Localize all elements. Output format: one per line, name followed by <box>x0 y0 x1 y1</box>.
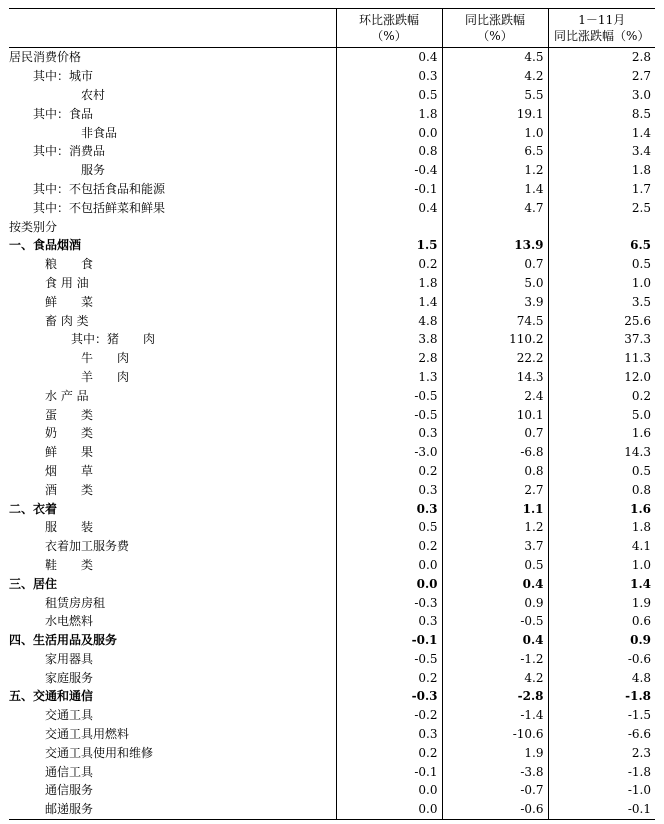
ytd-value: 1.4 <box>548 123 655 142</box>
header-yoy <box>442 9 548 48</box>
ytd-value: 0.9 <box>548 631 655 650</box>
table-row <box>9 537 655 556</box>
table-row <box>9 650 655 669</box>
mom-value: 1.8 <box>336 274 442 293</box>
ytd-value <box>548 217 655 236</box>
mom-value: 3.8 <box>336 330 442 349</box>
mom-value: 0.0 <box>336 123 442 142</box>
mom-value: 0.3 <box>336 480 442 499</box>
table-row <box>9 743 655 762</box>
header-ytd-title: 同比涨跌幅（%） <box>554 29 650 43</box>
yoy-value: 4.2 <box>442 668 548 687</box>
table-row <box>9 330 655 349</box>
table-row <box>9 800 655 819</box>
yoy-value: -1.2 <box>442 650 548 669</box>
row-label-cell <box>9 86 336 105</box>
row-label: 鲜 果 <box>45 445 94 460</box>
table-row <box>9 480 655 499</box>
yoy-value: -10.6 <box>442 725 548 744</box>
row-label-cell <box>9 612 336 631</box>
header-ytd <box>548 9 655 48</box>
yoy-value: 1.0 <box>442 123 548 142</box>
row-label: 牛 肉 <box>81 351 130 366</box>
ytd-value: -1.8 <box>548 687 655 706</box>
ytd-value: 3.4 <box>548 142 655 161</box>
mom-value: -0.2 <box>336 706 442 725</box>
yoy-value: 3.7 <box>442 537 548 556</box>
row-label-cell <box>9 668 336 687</box>
row-label: 交通工具使用和维修 <box>45 745 154 760</box>
table-row <box>9 198 655 217</box>
ytd-value: -1.0 <box>548 781 655 800</box>
yoy-value: 0.7 <box>442 255 548 274</box>
yoy-value: 1.2 <box>442 518 548 537</box>
mom-value <box>336 217 442 236</box>
yoy-value: 74.5 <box>442 311 548 330</box>
ytd-value: 14.3 <box>548 443 655 462</box>
ytd-value: 4.8 <box>548 668 655 687</box>
mom-value: 0.4 <box>336 48 442 67</box>
row-label-cell <box>9 292 336 311</box>
yoy-value: 1.2 <box>442 161 548 180</box>
mom-value: 2.8 <box>336 349 442 368</box>
ytd-value: 2.5 <box>548 198 655 217</box>
mom-value: 1.5 <box>336 236 442 255</box>
mom-value: -3.0 <box>336 443 442 462</box>
row-label: 其中：城市 <box>33 69 94 84</box>
mom-value: 0.4 <box>336 198 442 217</box>
ytd-value: 12.0 <box>548 368 655 387</box>
mom-value: -0.5 <box>336 386 442 405</box>
table-row <box>9 86 655 105</box>
ytd-value: 11.3 <box>548 349 655 368</box>
yoy-value: 19.1 <box>442 104 548 123</box>
row-label-cell <box>9 368 336 387</box>
yoy-value: 3.9 <box>442 292 548 311</box>
ytd-value: 8.5 <box>548 104 655 123</box>
row-label-cell <box>9 593 336 612</box>
ytd-value: 0.6 <box>548 612 655 631</box>
yoy-value: 1.9 <box>442 743 548 762</box>
ytd-value: 2.7 <box>548 67 655 86</box>
row-label: 一、食品烟酒 <box>9 238 82 253</box>
row-label-cell <box>9 650 336 669</box>
yoy-value: -3.8 <box>442 762 548 781</box>
row-label-cell <box>9 180 336 199</box>
table-row <box>9 104 655 123</box>
yoy-value: 2.4 <box>442 386 548 405</box>
row-label: 交通工具用燃料 <box>45 727 130 742</box>
table-row <box>9 518 655 537</box>
yoy-value: -6.8 <box>442 443 548 462</box>
table-row <box>9 574 655 593</box>
row-label-cell <box>9 781 336 800</box>
ytd-value: -6.6 <box>548 725 655 744</box>
mom-value: -0.1 <box>336 180 442 199</box>
table-row <box>9 612 655 631</box>
row-label: 三、居住 <box>9 576 58 591</box>
yoy-value: 4.2 <box>442 67 548 86</box>
table-body <box>9 48 655 820</box>
mom-value: 1.3 <box>336 368 442 387</box>
row-label-cell <box>9 762 336 781</box>
row-label-cell <box>9 480 336 499</box>
row-label: 烟 草 <box>45 463 94 478</box>
mom-value: 0.3 <box>336 67 442 86</box>
row-label-cell <box>9 743 336 762</box>
row-label-cell <box>9 274 336 293</box>
header-mom <box>336 9 442 48</box>
table-row <box>9 762 655 781</box>
row-label: 家庭服务 <box>45 670 94 685</box>
mom-value: -0.1 <box>336 762 442 781</box>
table-row <box>9 161 655 180</box>
row-label: 五、交通和通信 <box>9 689 94 704</box>
row-label: 二、衣着 <box>9 501 58 516</box>
row-label-cell <box>9 687 336 706</box>
yoy-value: 0.8 <box>442 462 548 481</box>
yoy-value: 0.7 <box>442 424 548 443</box>
row-label-cell <box>9 48 336 67</box>
ytd-value: 0.5 <box>548 462 655 481</box>
row-label-cell <box>9 67 336 86</box>
header-ytd-period: 1－11月 <box>578 13 626 27</box>
ytd-value: 1.6 <box>548 424 655 443</box>
mom-value: 0.3 <box>336 612 442 631</box>
row-label-cell <box>9 236 336 255</box>
ytd-value: 0.8 <box>548 480 655 499</box>
table-row <box>9 556 655 575</box>
yoy-value: 13.9 <box>442 236 548 255</box>
row-label-cell <box>9 349 336 368</box>
ytd-value: 1.7 <box>548 180 655 199</box>
row-label-cell <box>9 311 336 330</box>
table-row <box>9 668 655 687</box>
ytd-value: 1.4 <box>548 574 655 593</box>
mom-value: -0.3 <box>336 687 442 706</box>
row-label-cell <box>9 405 336 424</box>
row-label: 其中：猪 肉 <box>71 332 156 347</box>
yoy-value: 2.7 <box>442 480 548 499</box>
header-row <box>9 9 655 48</box>
row-label-cell <box>9 330 336 349</box>
row-label: 按类别分 <box>9 219 58 234</box>
ytd-value: 3.5 <box>548 292 655 311</box>
table-row <box>9 292 655 311</box>
row-label: 通信工具 <box>45 764 94 779</box>
row-label: 农村 <box>81 87 106 102</box>
ytd-value: -0.1 <box>548 800 655 819</box>
row-label-cell <box>9 574 336 593</box>
mom-value: 0.0 <box>336 556 442 575</box>
yoy-value: 110.2 <box>442 330 548 349</box>
mom-value: 0.2 <box>336 668 442 687</box>
ytd-value: 4.1 <box>548 537 655 556</box>
table-row <box>9 706 655 725</box>
mom-value: 0.3 <box>336 424 442 443</box>
row-label-cell <box>9 104 336 123</box>
table-row <box>9 405 655 424</box>
row-label: 租赁房房租 <box>45 595 106 610</box>
row-label: 畜 肉 类 <box>45 313 89 328</box>
ytd-value: 25.6 <box>548 311 655 330</box>
row-label: 食 用 油 <box>45 275 89 290</box>
yoy-value <box>442 217 548 236</box>
row-label: 交通工具 <box>45 708 94 723</box>
row-label: 水电燃料 <box>45 614 94 629</box>
row-label-cell <box>9 386 336 405</box>
ytd-value: -1.8 <box>548 762 655 781</box>
ytd-value: 2.3 <box>548 743 655 762</box>
table-row <box>9 593 655 612</box>
mom-value: 1.8 <box>336 104 442 123</box>
table-row <box>9 311 655 330</box>
ytd-value: 37.3 <box>548 330 655 349</box>
mom-value: -0.1 <box>336 631 442 650</box>
mom-value: 4.8 <box>336 311 442 330</box>
ytd-value: 2.8 <box>548 48 655 67</box>
row-label-cell <box>9 217 336 236</box>
mom-value: 0.2 <box>336 462 442 481</box>
mom-value: 0.5 <box>336 86 442 105</box>
yoy-value: -0.7 <box>442 781 548 800</box>
row-label: 粮 食 <box>45 257 94 272</box>
row-label-cell <box>9 198 336 217</box>
table-row <box>9 781 655 800</box>
yoy-value: 5.5 <box>442 86 548 105</box>
table-row <box>9 67 655 86</box>
row-label-cell <box>9 443 336 462</box>
mom-value: 0.0 <box>336 781 442 800</box>
row-label-cell <box>9 142 336 161</box>
table-row <box>9 349 655 368</box>
ytd-value: 1.0 <box>548 556 655 575</box>
table-row <box>9 180 655 199</box>
row-label-cell <box>9 518 336 537</box>
yoy-value: 6.5 <box>442 142 548 161</box>
table-row <box>9 443 655 462</box>
mom-value: -0.5 <box>336 650 442 669</box>
yoy-value: -0.5 <box>442 612 548 631</box>
table-row <box>9 499 655 518</box>
row-label: 水 产 品 <box>45 388 89 403</box>
mom-value: 0.8 <box>336 142 442 161</box>
row-label: 通信服务 <box>45 783 94 798</box>
table-row <box>9 274 655 293</box>
yoy-value: -0.6 <box>442 800 548 819</box>
yoy-value: 10.1 <box>442 405 548 424</box>
row-label: 其中：不包括食品和能源 <box>33 181 166 196</box>
yoy-value: 4.7 <box>442 198 548 217</box>
ytd-value: 0.5 <box>548 255 655 274</box>
yoy-value: 5.0 <box>442 274 548 293</box>
table-row <box>9 386 655 405</box>
header-mom-title: 环比涨跌幅 <box>358 13 419 27</box>
yoy-value: 0.4 <box>442 631 548 650</box>
ytd-value: 1.9 <box>548 593 655 612</box>
table-row <box>9 368 655 387</box>
table-header <box>9 9 655 48</box>
ytd-value: 3.0 <box>548 86 655 105</box>
ytd-value: -0.6 <box>548 650 655 669</box>
row-label-cell <box>9 462 336 481</box>
row-label: 其中：食品 <box>33 106 94 121</box>
row-label: 家用器具 <box>45 651 94 666</box>
row-label: 衣着加工服务费 <box>45 539 130 554</box>
row-label: 服务 <box>81 163 106 178</box>
header-yoy-title: 同比涨跌幅 <box>464 13 525 27</box>
mom-value: 0.3 <box>336 499 442 518</box>
mom-value: 0.2 <box>336 743 442 762</box>
row-label-cell <box>9 725 336 744</box>
table-row <box>9 217 655 236</box>
mom-value: 0.5 <box>336 518 442 537</box>
row-label: 其中：消费品 <box>33 144 106 159</box>
yoy-value: 14.3 <box>442 368 548 387</box>
mom-value: 0.0 <box>336 574 442 593</box>
ytd-value: 1.8 <box>548 518 655 537</box>
row-label-cell <box>9 706 336 725</box>
row-label: 羊 肉 <box>81 369 130 384</box>
header-blank-cell <box>9 9 336 48</box>
row-label-cell <box>9 424 336 443</box>
ytd-value: 1.0 <box>548 274 655 293</box>
mom-value: -0.5 <box>336 405 442 424</box>
table-row <box>9 123 655 142</box>
row-label-cell <box>9 537 336 556</box>
yoy-value: 1.4 <box>442 180 548 199</box>
table-row <box>9 255 655 274</box>
row-label-cell <box>9 800 336 819</box>
row-label: 酒 类 <box>45 482 94 497</box>
header-mom-unit: （%） <box>371 29 407 43</box>
row-label: 鲜 菜 <box>45 294 94 309</box>
mom-value: 0.3 <box>336 725 442 744</box>
row-label-cell <box>9 631 336 650</box>
ytd-value: -1.5 <box>548 706 655 725</box>
ytd-value: 0.2 <box>548 386 655 405</box>
row-label-cell <box>9 499 336 518</box>
table-row <box>9 236 655 255</box>
table-row <box>9 462 655 481</box>
mom-value: 0.0 <box>336 800 442 819</box>
row-label: 服 装 <box>45 520 94 535</box>
yoy-value: 22.2 <box>442 349 548 368</box>
cpi-table <box>9 8 655 820</box>
row-label: 奶 类 <box>45 426 94 441</box>
row-label: 鞋 类 <box>45 557 94 572</box>
ytd-value: 1.8 <box>548 161 655 180</box>
table-row <box>9 424 655 443</box>
row-label-cell <box>9 123 336 142</box>
row-label-cell <box>9 556 336 575</box>
mom-value: 0.2 <box>336 255 442 274</box>
mom-value: 1.4 <box>336 292 442 311</box>
yoy-value: 0.9 <box>442 593 548 612</box>
ytd-value: 6.5 <box>548 236 655 255</box>
row-label: 蛋 类 <box>45 407 94 422</box>
ytd-value: 5.0 <box>548 405 655 424</box>
table-row <box>9 687 655 706</box>
yoy-value: 0.5 <box>442 556 548 575</box>
table-row <box>9 631 655 650</box>
row-label: 邮递服务 <box>45 802 94 817</box>
header-yoy-unit: （%） <box>477 29 513 43</box>
table-row <box>9 48 655 67</box>
mom-value: -0.4 <box>336 161 442 180</box>
row-label-cell <box>9 255 336 274</box>
yoy-value: 0.4 <box>442 574 548 593</box>
table-row <box>9 725 655 744</box>
row-label: 非食品 <box>81 125 118 140</box>
yoy-value: -1.4 <box>442 706 548 725</box>
yoy-value: 4.5 <box>442 48 548 67</box>
mom-value: 0.2 <box>336 537 442 556</box>
row-label: 其中：不包括鲜菜和鲜果 <box>33 200 166 215</box>
table-row <box>9 142 655 161</box>
row-label: 四、生活用品及服务 <box>9 633 118 648</box>
row-label-cell <box>9 161 336 180</box>
ytd-value: 1.6 <box>548 499 655 518</box>
yoy-value: -2.8 <box>442 687 548 706</box>
row-label: 居民消费价格 <box>9 50 82 65</box>
mom-value: -0.3 <box>336 593 442 612</box>
yoy-value: 1.1 <box>442 499 548 518</box>
